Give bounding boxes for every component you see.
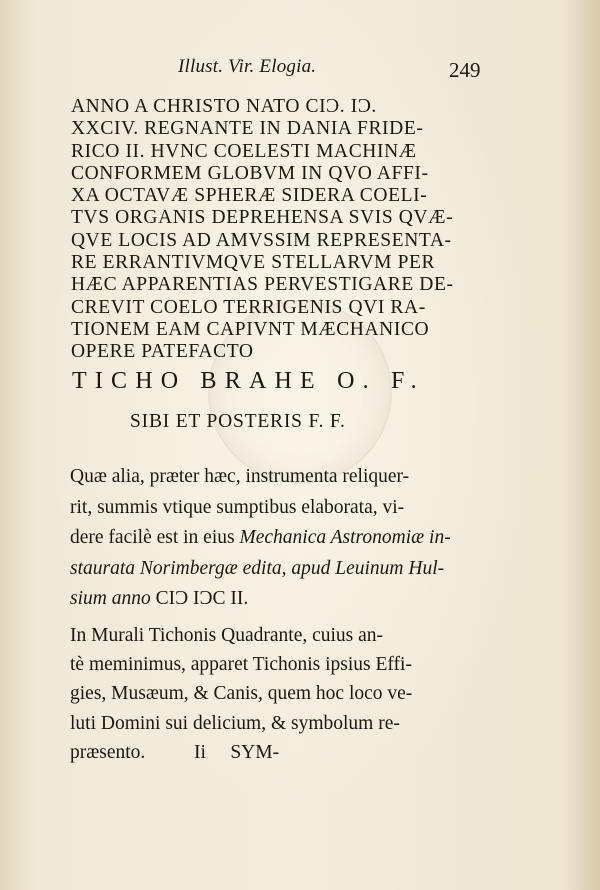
year-numeral: CIƆ IƆC II. <box>155 588 249 610</box>
signature-line: TICHO BRAHE O. F. <box>72 368 425 394</box>
paragraph-line: In Murali Tichonis Quadrante, cuius an- <box>70 625 384 646</box>
paragraph-line: præsento. Ii SYM- <box>70 741 280 763</box>
inscription-line: TIONEM EAM CAPIVNT MÆCHANICO <box>71 318 430 340</box>
inscription-line: QVE LOCIS AD AMVSSIM REPRESENTA- <box>71 229 452 251</box>
paragraph-line: rit, summis vtique sumptibus elaborata, vi- <box>70 496 405 518</box>
paragraph-text-roman: dere facilè est in eius <box>70 527 240 549</box>
inscription-line: TVS ORGANIS DEPREHENSA SVIS QVÆ- <box>71 207 454 229</box>
paragraph-line: luti Domini sui delicium, & symbolum re- <box>70 712 400 734</box>
paragraph-line: staurata Norimbergæ edita, apud Leuinum Hul- <box>70 557 445 579</box>
paragraph-instruments <box>70 462 490 615</box>
inscription-line: XA OCTAVÆ SPHERÆ SIDERA COELI- <box>71 185 428 207</box>
page-edge-stain <box>560 0 600 890</box>
page-number: 249 <box>449 58 481 82</box>
paragraph-line: tè meminimus, apparet Tichonis ipsius Effi- <box>70 654 412 676</box>
running-header-title: Illust. Vir. Elogia. <box>178 56 317 77</box>
paragraph-line: Quæ alia, præter hæc, instrumenta reliquer- <box>70 466 410 487</box>
inscription-line: ANNO A CHRISTO NATO CIϽ. IϽ. <box>71 96 377 117</box>
book-title-italic: Mechanica Astronomiæ in- <box>239 527 451 549</box>
inscription-line: OPERE PATEFACTO <box>71 341 254 363</box>
inscription-line: CONFORMEM GLOBVM IN QVO AFFI- <box>71 162 429 184</box>
paragraph-line: gies, Musæum, & Canis, quem hoc loco ve- <box>70 683 413 705</box>
paragraph-line <box>70 523 490 554</box>
inscription-line: XXCIV. REGNANTE IN DANIA FRIDE- <box>71 118 424 140</box>
inscription-block <box>71 96 491 364</box>
paragraph-quadrant <box>70 621 490 767</box>
paragraph-line <box>70 584 490 615</box>
inscription-line: HÆC APPARENTIAS PERVESTIGARE DE- <box>71 274 454 296</box>
inscription-line: CREVIT COELO TERRIGENIS QVI RA- <box>71 296 426 318</box>
inscription-line: RICO II. HVNC COELESTI MACHINÆ <box>71 140 417 162</box>
inscription-line: RE ERRANTIVMQVE STELLARVM PER <box>71 252 436 274</box>
paragraph-text-italic: sium anno <box>70 588 156 610</box>
dedication-line: SIBI ET POSTERIS F. F. <box>130 411 346 432</box>
